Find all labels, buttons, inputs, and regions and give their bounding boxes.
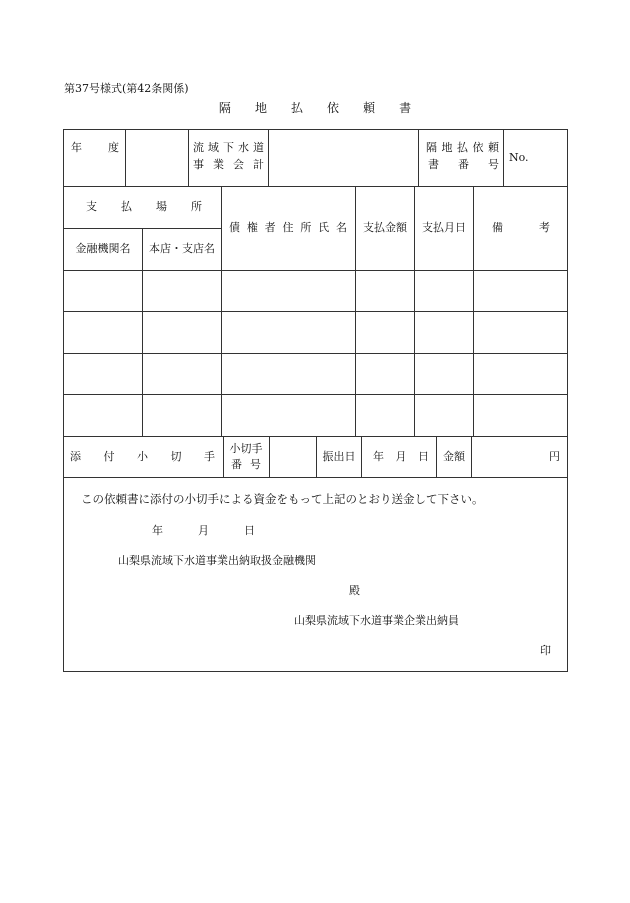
addressee: 山梨県流域下水道事業出納取扱金融機関 <box>118 554 316 567</box>
check-number-value[interactable] <box>270 437 316 477</box>
amount-cell[interactable] <box>356 271 414 311</box>
branch-cell[interactable] <box>143 395 221 436</box>
amount-header: 支払金額 <box>363 221 407 235</box>
remarks-cell[interactable] <box>474 271 567 311</box>
remarks-cell[interactable] <box>474 395 567 436</box>
amount-cell[interactable] <box>356 354 414 394</box>
attached-check-label: 添 付 小 切 手 <box>70 449 215 463</box>
bank-name-header: 金融機関名 <box>75 242 131 256</box>
date-header: 支払月日 <box>422 221 466 235</box>
date-cell[interactable] <box>415 271 473 311</box>
col-divider <box>361 436 362 477</box>
check-amount-field[interactable] <box>472 437 560 477</box>
fiscal-year-label: 年 度 <box>71 141 119 154</box>
issue-date-label: 振出日 <box>322 449 356 463</box>
creditor-cell[interactable] <box>222 354 355 394</box>
remarks-header: 備 考 <box>492 221 550 235</box>
remarks-cell[interactable] <box>474 312 567 353</box>
bank-cell[interactable] <box>64 395 142 436</box>
amount-cell[interactable] <box>356 395 414 436</box>
amount-cell[interactable] <box>356 312 414 353</box>
remarks-cell[interactable] <box>474 354 567 394</box>
col-divider <box>503 130 504 186</box>
branch-name-header: 本店・支店名 <box>149 242 215 256</box>
fiscal-year-value[interactable] <box>126 130 188 186</box>
form-number: 第37号様式(第42条関係) <box>64 82 189 95</box>
bank-cell[interactable] <box>64 354 142 394</box>
payment-place-header: 支 払 場 所 <box>86 199 202 213</box>
creditor-cell[interactable] <box>222 395 355 436</box>
request-statement: この依頼書に添付の小切手による資金をもって上記のとおり送金して下さい。 <box>81 492 484 506</box>
date-cell[interactable] <box>415 312 473 353</box>
col-divider <box>418 130 419 186</box>
col-divider <box>188 130 189 186</box>
account-value[interactable] <box>269 130 418 186</box>
yen-unit: 円 <box>549 449 560 463</box>
bank-cell[interactable] <box>64 312 142 353</box>
check-amount-label: 金額 <box>443 449 465 463</box>
date-cell[interactable] <box>415 354 473 394</box>
seal-mark: 印 <box>540 644 551 657</box>
branch-cell[interactable] <box>143 354 221 394</box>
creditor-header: 債 権 者 住 所 氏 名 <box>229 221 347 235</box>
account-label: 流 域 下 水 道 事 業 会 計 <box>193 141 264 171</box>
request-number-value[interactable]: No. <box>509 150 529 164</box>
branch-cell[interactable] <box>143 271 221 311</box>
date-cell[interactable] <box>415 395 473 436</box>
row-divider <box>64 477 567 478</box>
creditor-cell[interactable] <box>222 312 355 353</box>
col-divider <box>223 436 224 477</box>
document-title: 隔 地 払 依 頼 書 <box>218 101 412 115</box>
check-number-label: 小切手 番 号 <box>229 441 263 471</box>
issue-date-field[interactable]: 年 月 日 <box>373 449 429 463</box>
honorific: 殿 <box>349 584 360 597</box>
request-form-table <box>63 129 568 672</box>
creditor-cell[interactable] <box>222 271 355 311</box>
sender-title: 山梨県流域下水道事業企業出納員 <box>294 614 459 627</box>
branch-cell[interactable] <box>143 312 221 353</box>
bank-cell[interactable] <box>64 271 142 311</box>
request-number-label: 隔 地 払 依 頼 書 番 号 <box>426 141 499 171</box>
request-date[interactable]: 年 月 日 <box>152 524 255 537</box>
